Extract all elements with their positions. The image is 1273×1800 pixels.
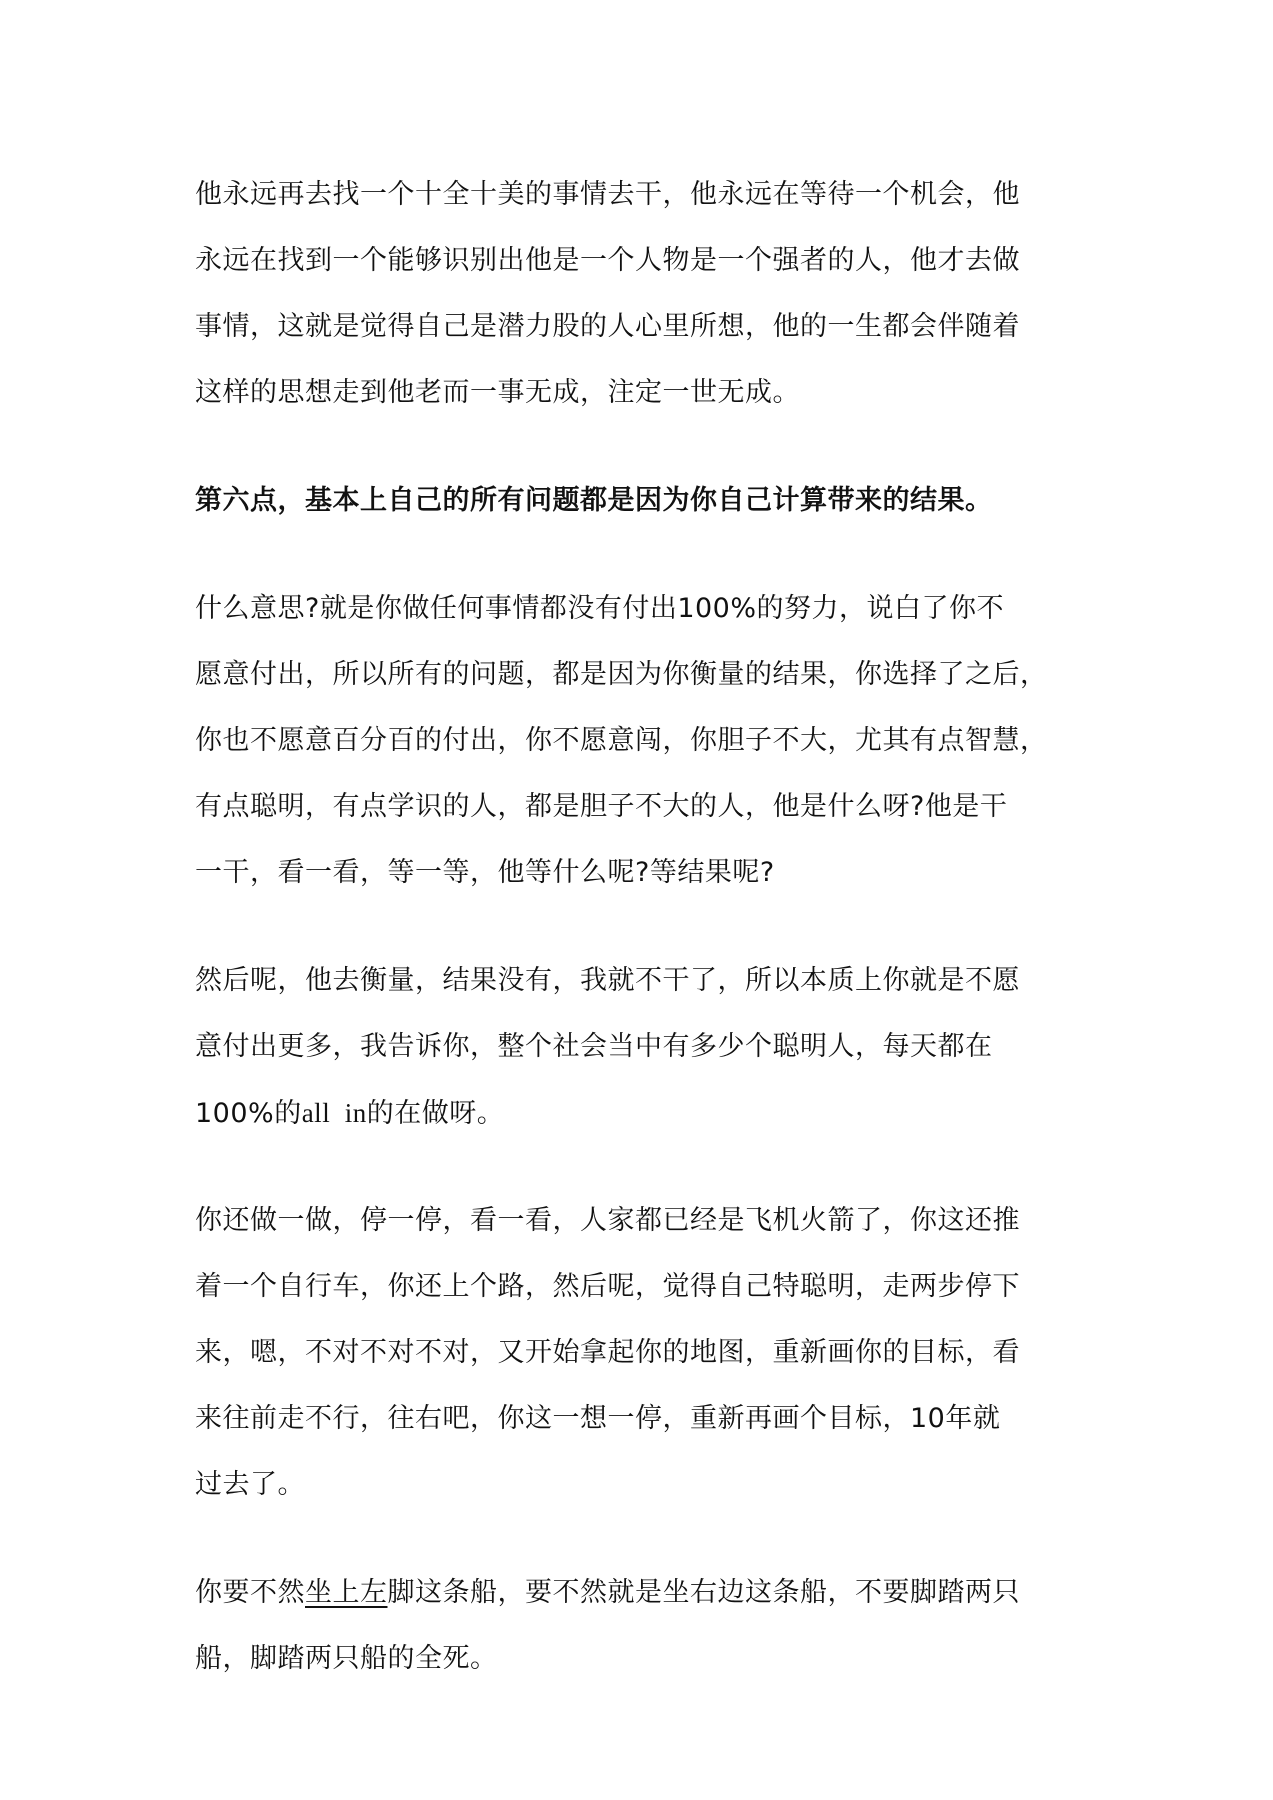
text-line: 来往前走不行，往右吧，你这一想一停，重新再画个目标，10年就 <box>195 1403 1001 1434</box>
text-line <box>195 1080 1095 1146</box>
paragraph-1 <box>195 162 1095 426</box>
text-segment: 100%的 <box>195 1098 302 1129</box>
text-line: 然后呢，他去衡量，结果没有，我就不干了，所以本质上你就是不愿 <box>195 965 1020 996</box>
text-line: 过去了。 <box>195 1469 305 1500</box>
text-line: 愿意付出，所以所有的问题，都是因为你衡量的结果，你选择了之后， <box>195 659 1048 690</box>
document-body <box>195 162 1095 1692</box>
text-line: 你还做一做，停一停，看一看，人家都已经是飞机火箭了，你这还推 <box>195 1205 1020 1236</box>
text-line: 船，脚踏两只船的全死。 <box>195 1643 498 1674</box>
text-segment: 你要不然 <box>195 1577 305 1608</box>
paragraph-5 <box>195 1560 1095 1692</box>
text-line: 来，嗯，不对不对不对，又开始拿起你的地图，重新画你的目标，看 <box>195 1337 1020 1368</box>
text-line: 这样的思想走到他老而一事无成，注定一世无成。 <box>195 377 800 408</box>
paragraph-3 <box>195 948 1095 1146</box>
text-line: 着一个自行车，你还上个路，然后呢，觉得自己特聪明，走两步停下 <box>195 1271 1020 1302</box>
underlined-text: 坐上左 <box>305 1577 388 1608</box>
section-heading-6: 第六点，基本上自己的所有问题都是因为你自己计算带来的结果。 <box>195 485 993 516</box>
text-line: 什么意思?就是你做任何事情都没有付出100%的努力，说白了你不 <box>195 593 1005 624</box>
text-line: 你也不愿意百分百的付出，你不愿意闯，你胆子不大，尤其有点智慧， <box>195 725 1048 756</box>
text-line: 有点聪明，有点学识的人，都是胆子不大的人，他是什么呀?他是干 <box>195 791 1008 822</box>
paragraph-2 <box>195 576 1095 906</box>
text-line: 意付出更多，我告诉你，整个社会当中有多少个聪明人，每天都在 <box>195 1031 993 1062</box>
text-line: 他永远再去找一个十全十美的事情去干，他永远在等待一个机会，他 <box>195 179 1020 210</box>
text-line <box>195 1560 1095 1626</box>
text-line: 一干，看一看，等一等，他等什么呢?等结果呢? <box>195 857 775 888</box>
latin-text-segment: all in <box>301 1098 367 1128</box>
text-line: 永远在找到一个能够识别出他是一个人物是一个强者的人，他才去做 <box>195 245 1020 276</box>
paragraph-4 <box>195 1188 1095 1518</box>
text-segment: 的在做呀。 <box>366 1098 505 1129</box>
text-segment: 脚这条船，要不然就是坐右边这条船，不要脚踏两只 <box>387 1577 1020 1608</box>
text-line: 事情，这就是觉得自己是潜力股的人心里所想，他的一生都会伴随着 <box>195 311 1020 342</box>
